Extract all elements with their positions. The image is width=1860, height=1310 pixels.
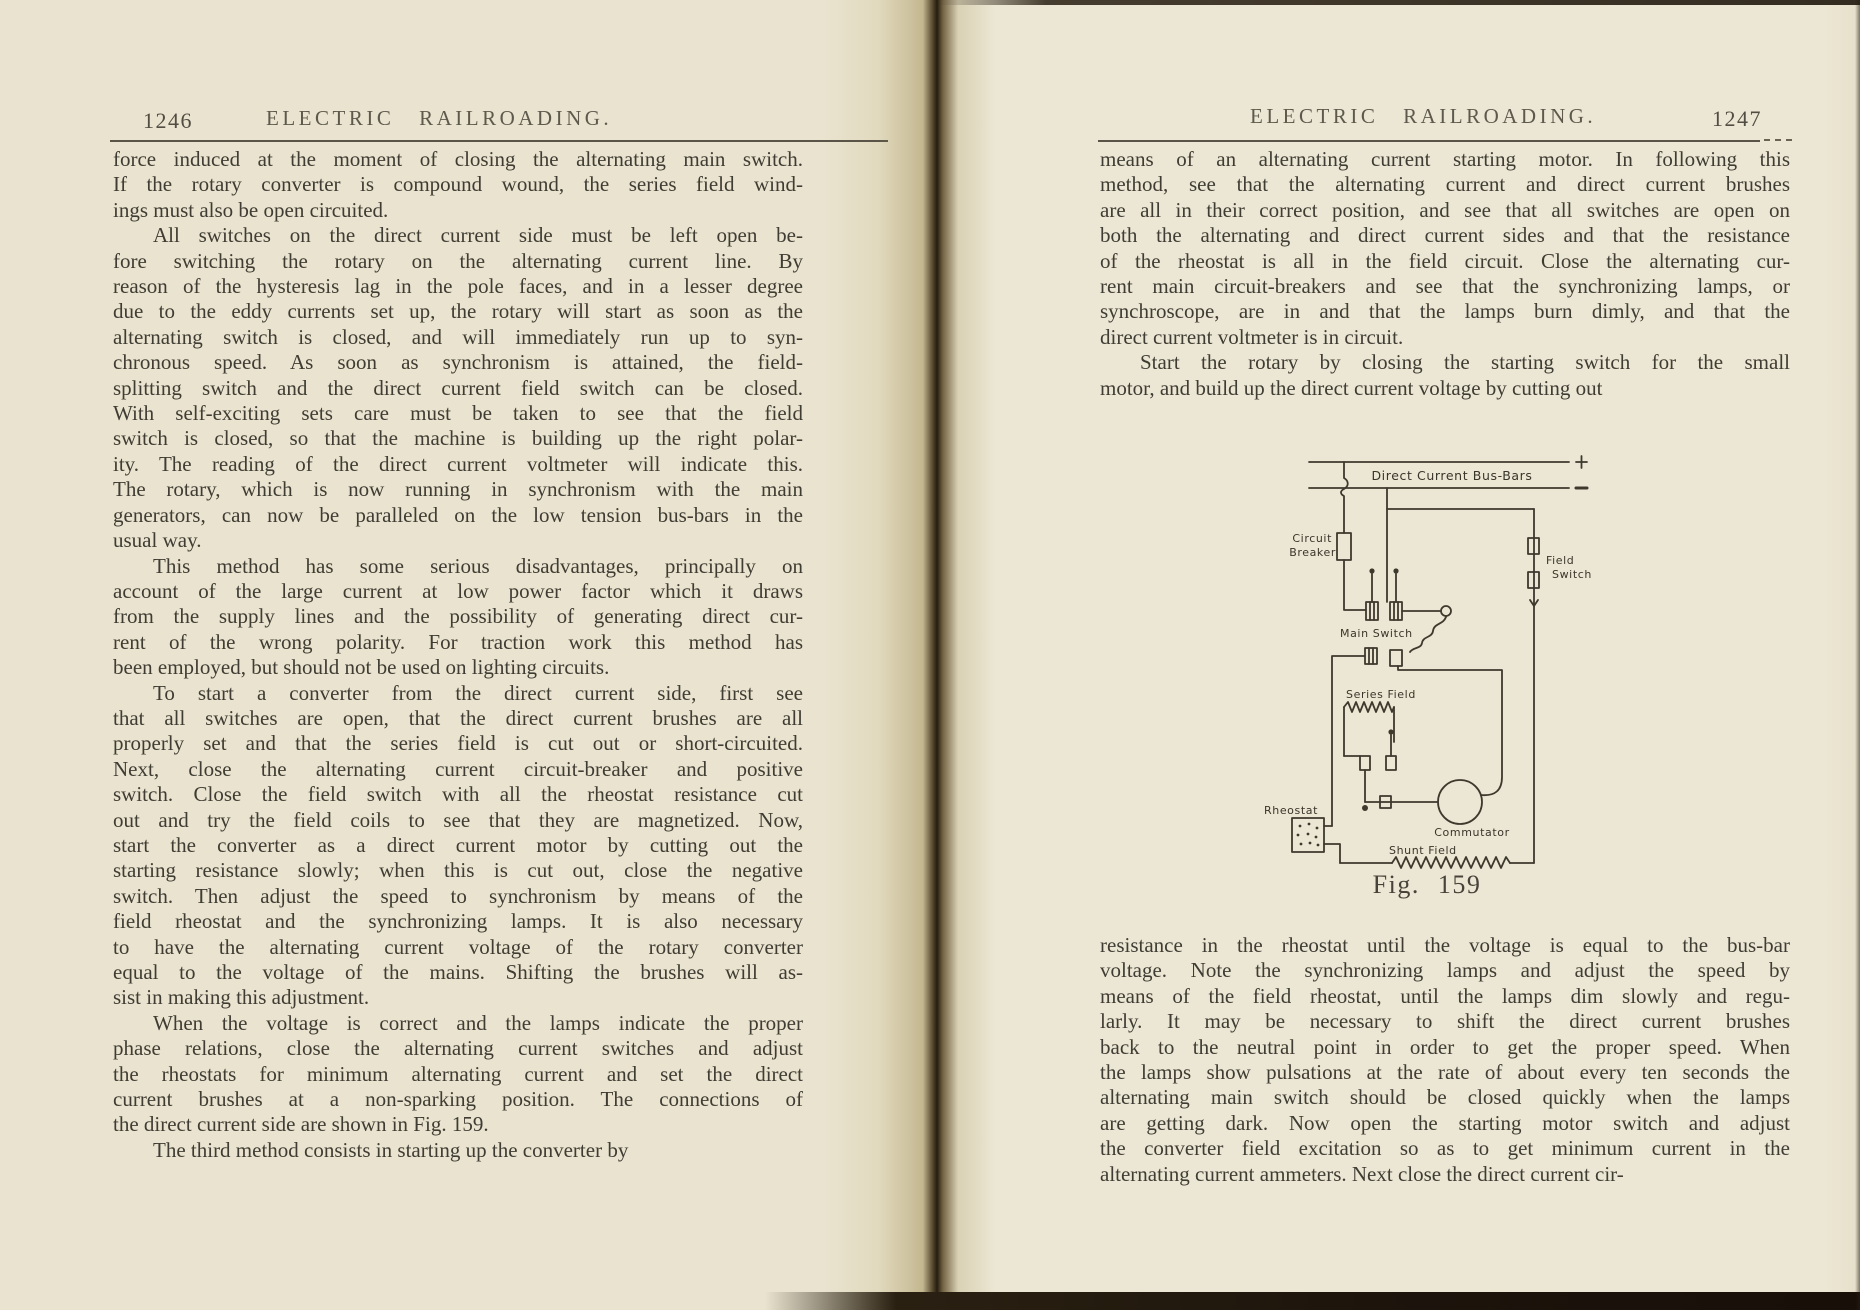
circuit-breaker-symbol: [1337, 533, 1351, 560]
text-line: larly. It may be necessary to shift the direct current brushes: [1100, 1009, 1790, 1034]
field-switch-label-line2: Switch: [1552, 568, 1592, 581]
left-page-number: 1246: [143, 108, 193, 133]
text-line: motor, and build up the direct current voltage by cutting out: [1100, 375, 1603, 400]
lower-contact-a: [1365, 648, 1377, 664]
text-line: start the converter as a direct current motor by cutting out the: [113, 832, 803, 857]
text-line: current brushes at a non-sparking position. The connections of: [113, 1087, 803, 1112]
text-line: means of the field rheostat, until the lamps dim slowly and regu-: [1100, 983, 1790, 1008]
commutator-symbol: [1438, 780, 1482, 824]
text-line: ings must also be open circuited.: [113, 197, 389, 222]
left-header-rule: [110, 140, 888, 142]
shunt-field-resistor: [1392, 857, 1510, 868]
text-line: the rheostats for minimum alternating current and set the direct: [113, 1061, 803, 1086]
text-line: account of the large current at low power factor which it draws: [113, 578, 803, 603]
series-contact-a: [1360, 756, 1370, 770]
text-line: alternating switch is closed, and will immediately run up to syn-: [113, 324, 803, 349]
rheostat-stub-bottom: [1324, 844, 1340, 863]
paragraph: [1100, 933, 1790, 1187]
text-line: properly set and that the series field is cut out or short-circuited.: [113, 731, 803, 756]
text-line: back to the neutral point in order to get the proper speed. When: [1100, 1034, 1790, 1059]
text-line: fore switching the rotary on the alternating current line. By: [113, 248, 803, 273]
text-line: All switches on the direct current side must be left open be-: [153, 223, 803, 248]
left-page-body: [113, 147, 803, 1163]
text-line: rent of the wrong polarity. For traction work this method has: [113, 629, 803, 654]
text-line: due to the eddy currents set up, the rotary will start as soon as the: [113, 299, 803, 324]
text-line: out and try the field coils to see that they are magnetized. Now,: [113, 807, 803, 832]
text-line: voltage. Note the synchronizing lamps and adjust the speed by: [1100, 958, 1790, 983]
text-line: that all switches are open, that the direct current brushes are all: [113, 705, 803, 730]
paragraph: [113, 1011, 803, 1138]
text-line: ity. The reading of the direct current voltmeter will indicate this.: [113, 451, 803, 476]
book-gutter-shadow: [878, 0, 996, 1310]
text-line: alternating main switch should be closed quickly when the lamps: [1100, 1085, 1790, 1110]
text-line: the direct current side are shown in Fig. 159.: [113, 1112, 489, 1137]
scan-edge-right: [1855, 0, 1860, 1310]
text-line: from the supply lines and the possibility of generating direct cur-: [113, 604, 803, 629]
armature-contact-block: [1380, 796, 1391, 808]
paragraph: [113, 681, 803, 1011]
switch-handle-dot: [1393, 568, 1398, 573]
field-switch-label-line1: Field: [1546, 554, 1575, 567]
breaker-to-switch-wire: [1344, 560, 1366, 610]
right-page-number: 1247: [1712, 106, 1762, 131]
binding-post-dot: [1362, 805, 1368, 811]
right-page-body-top: [1100, 147, 1790, 401]
right-running-title: ELECTRIC RAILROADING.: [1250, 104, 1597, 128]
main-switch-contact-b: [1390, 602, 1402, 620]
right-header-rule: [1098, 140, 1760, 142]
text-line: usual way.: [113, 528, 202, 553]
text-line: switch. Close the field switch with all the rheostat resistance cut: [113, 782, 803, 807]
plus-terminal-icon: [1576, 456, 1587, 468]
series-field-label: Series Field: [1346, 688, 1416, 701]
paragraph: [1100, 147, 1790, 350]
text-line: This method has some serious disadvantages, principally on: [153, 553, 803, 578]
text-line: method, see that the alternating current and direct current brushes: [1100, 172, 1790, 197]
text-line: been employed, but should not be used on lighting circuits.: [113, 655, 610, 680]
text-line: synchroscope, are in and that the lamps burn dimly, and that the: [1100, 299, 1790, 324]
inner-loop-right-wire: [1398, 666, 1502, 795]
outer-loop-left-wire: [1332, 656, 1365, 826]
text-line: sist in making this adjustment.: [113, 985, 370, 1010]
text-line: generators, can now be paralleled on the low tension bus-bars in the: [113, 502, 803, 527]
paragraph: [113, 554, 803, 681]
scan-edge-top: [935, 0, 1860, 5]
flexible-lead-squiggle: [1410, 617, 1446, 652]
text-line: are all in their correct position, and see that all switches are open on: [1100, 197, 1790, 222]
scan-edge-bottom: [765, 1292, 1860, 1310]
left-running-title: ELECTRIC RAILROADING.: [266, 106, 613, 130]
lower-contact-b: [1390, 650, 1402, 666]
paragraph: [113, 1138, 803, 1163]
switch-handle-dot: [1388, 729, 1393, 734]
main-switch-contact-a: [1366, 602, 1378, 620]
text-line: With self-exciting sets care must be taken to see that the field: [113, 401, 803, 426]
text-line: are getting dark. Now open the starting motor switch and adjust: [1100, 1110, 1790, 1135]
text-line: The third method consists in starting up the converter by: [153, 1137, 629, 1162]
shunt-field-label: Shunt Field: [1389, 844, 1457, 857]
paragraph: [1100, 350, 1790, 401]
paragraph: [113, 147, 803, 223]
field-switch-fuse-bottom: [1528, 572, 1539, 588]
text-line: the converter field excitation so as to get minimum current in the: [1100, 1136, 1790, 1161]
positive-lead-wire: [1341, 462, 1348, 533]
right-page-body-bottom: [1100, 933, 1790, 1187]
text-line: Start the rotary by closing the starting switch for the small: [1140, 350, 1790, 375]
switch-handle-dot: [1369, 568, 1374, 573]
text-line: resistance in the rheostat until the voltage is equal to the bus-bar: [1100, 933, 1790, 957]
figure-caption: Fig. 159: [1372, 870, 1482, 899]
text-line: rent main circuit-breakers and see that the synchronizing lamps, or: [1100, 274, 1790, 299]
commutator-label: Commutator: [1434, 826, 1510, 839]
text-line: reason of the hysteresis lag in the pole faces, and in a lesser degree: [113, 274, 803, 299]
text-line: The rotary, which is now running in synchronism with the main: [113, 477, 803, 502]
series-contact-b: [1386, 756, 1396, 770]
text-line: When the voltage is correct and the lamps indicate the proper: [153, 1010, 803, 1035]
field-switch-fuse-top: [1528, 538, 1539, 554]
text-line: starting resistance slowly; when this is cut out, close the negative: [113, 858, 803, 883]
text-line: chronous speed. As soon as synchronism is attained, the field-: [113, 350, 803, 375]
text-line: force induced at the moment of closing the alternating main switch.: [113, 147, 803, 171]
main-switch-label: Main Switch: [1340, 627, 1413, 640]
text-line: of the rheostat is all in the field circuit. Close the alternating cur-: [1100, 248, 1790, 273]
text-line: field rheostat and the synchronizing lamps. It is also necessary: [113, 909, 803, 934]
circuit-breaker-label-line1: Circuit: [1292, 532, 1332, 545]
text-line: both the alternating and direct current sides and that the resistance: [1100, 223, 1790, 248]
switch-plunger-knob: [1441, 606, 1451, 616]
text-line: alternating current ammeters. Next close the direct current cir-: [1100, 1161, 1624, 1186]
series-field-resistor: [1344, 702, 1394, 712]
text-line: switch. Then adjust the speed to synchronism by means of the: [113, 883, 803, 908]
text-line: means of an alternating current starting motor. In following this: [1100, 147, 1790, 171]
text-line: switch is closed, so that the machine is building up the right polar-: [113, 426, 803, 451]
bus-bars-label: Direct Current Bus-Bars: [1371, 468, 1533, 483]
text-line: If the rotary converter is compound wound, the series field wind-: [113, 172, 803, 197]
text-line: phase relations, close the alternating current switches and adjust: [113, 1036, 803, 1061]
circuit-diagram-figure: [1262, 452, 1622, 872]
text-line: to have the alternating current voltage of the rotary converter: [113, 934, 803, 959]
text-line: splitting switch and the direct current field switch can be closed.: [113, 375, 803, 400]
text-line: direct current voltmeter is in circuit.: [1100, 324, 1404, 349]
right-header-rule-tail: [1764, 139, 1792, 143]
text-line: the lamps show pulsations at the rate of about every ten seconds the: [1100, 1060, 1790, 1085]
circuit-breaker-label-line2: Breaker: [1289, 546, 1336, 559]
text-line: Next, close the alternating current circuit-breaker and positive: [113, 756, 803, 781]
paragraph: [113, 223, 803, 553]
text-line: equal to the voltage of the mains. Shifting the brushes will as-: [113, 960, 803, 984]
rheostat-label: Rheostat: [1264, 804, 1319, 817]
text-line: To start a converter from the direct current side, first see: [153, 680, 803, 705]
